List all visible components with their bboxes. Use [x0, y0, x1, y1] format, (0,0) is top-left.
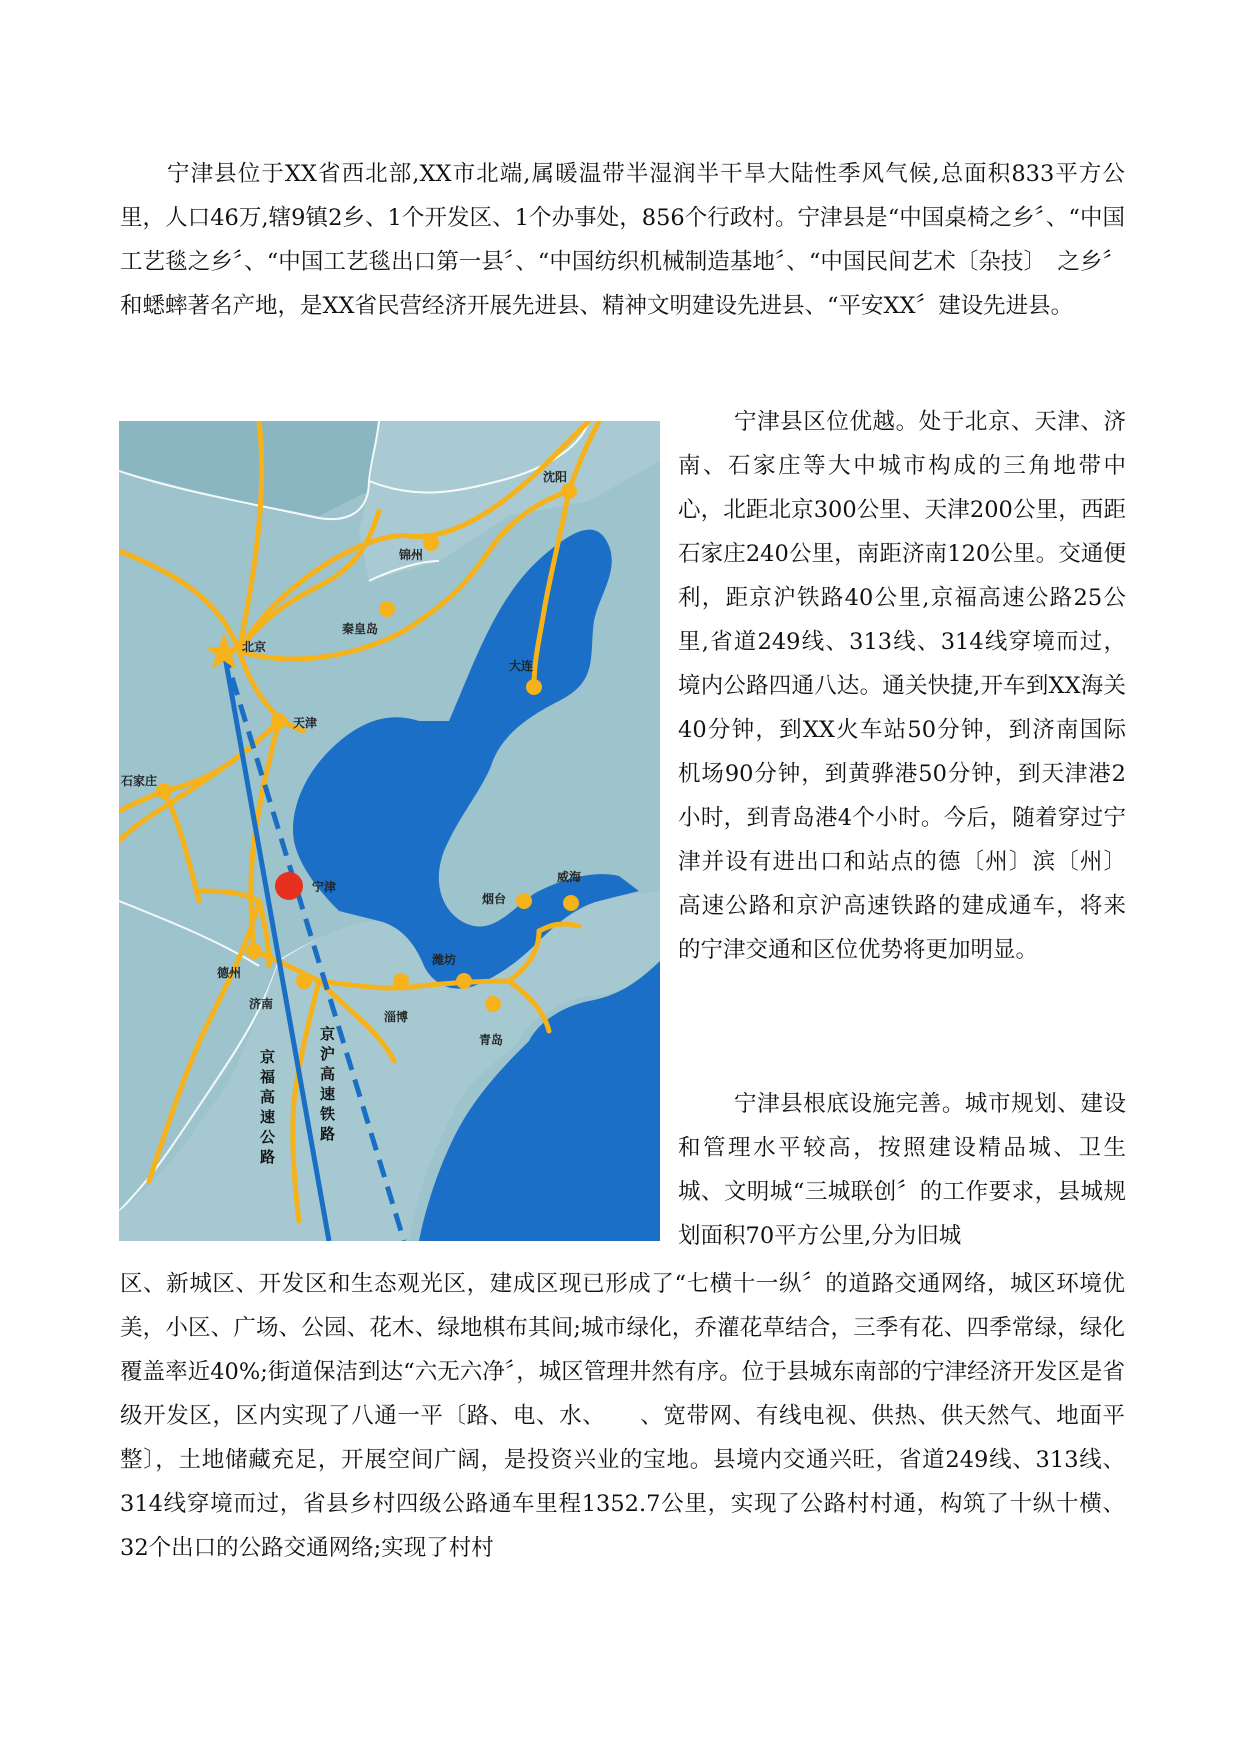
city-dot-weifang	[456, 973, 472, 989]
city-label-qinhuangdao: 秦皇岛	[342, 622, 379, 636]
city-label-weihai: 威海	[557, 870, 582, 884]
city-label-yantai: 烟台	[482, 892, 507, 906]
city-dot-zibo	[393, 973, 409, 989]
city-label-jinan: 济南	[249, 997, 274, 1011]
intro-paragraph: 宁津县位于XX省西北部,XX市北端,属暖温带半湿润半干旱大陆性季风气候,总面积833平方公里，人口46万,辖9镇2乡、1个开发区、1个办事处，856个行政村。宁津县是“中国桌椅之乡〞、“中国工艺毯之乡〞、“中国工艺毯出口第一县〞、“中国纺织机械制造基地〞、“中国民间艺术〔杂技〕 之乡〞和蟋蟀著名产地，是XX省民营经济开展先进县、精神文明建设先进县、“平安XX〞建设先进县。	[120, 161, 1125, 319]
city-label-beijing: 北京	[242, 640, 267, 654]
city-dot-qinhuangdao	[379, 601, 395, 617]
city-dot-shijiazhuang	[156, 783, 172, 799]
infrastructure-paragraph-start: 宁津县根底设施完善。城市规划、建设和管理水平较高，按照建设精品城、卫生城、文明城“三城联创〞的工作要求，县城规划面积70平方公里,分为旧城	[678, 1091, 1126, 1249]
route-label-jingfu: 京福高速公路	[258, 1049, 276, 1169]
ningjin-marker	[275, 872, 303, 900]
city-label-tianjin: 天津	[293, 716, 318, 730]
location-map	[119, 421, 660, 1241]
city-dot-shenyang	[561, 483, 577, 499]
city-label-ningjin: 宁津	[312, 880, 337, 894]
city-label-dalian: 大连	[509, 659, 534, 673]
city-dot-tianjin	[271, 713, 287, 729]
city-label-zibo: 淄博	[384, 1010, 409, 1024]
city-dot-jinan	[296, 973, 312, 989]
city-label-shijiazhuang: 石家庄	[121, 774, 158, 788]
city-label-weifang: 潍坊	[432, 953, 457, 967]
city-dot-weihai	[563, 895, 579, 911]
city-label-shenyang: 沈阳	[543, 470, 568, 484]
city-label-qingdao: 青岛	[479, 1033, 504, 1047]
city-label-jinzhou: 锦州	[399, 548, 424, 562]
city-dot-yantai	[516, 893, 532, 909]
city-dot-dalian	[526, 679, 542, 695]
infrastructure-paragraph-continued: 区、新城区、开发区和生态观光区，建成区现已形成了“七横十一纵〞的道路交通网络，城区环境优美，小区、广场、公园、花木、绿地棋布其间;城市绿化，乔灌花草结合，三季有花、四季常绿，绿化覆盖率近40%;街道保洁到达“六无六净〞，城区管理井然有序。位于县城东南部的宁津经济开发区是省级开发区，区内实现了八通一平〔路、电、水、 、宽带网、有线电视、供热、供天然气、地面平整〕，土地储藏充足，开展空间广阔，是投资兴业的宝地。县境内交通兴旺，省道249线、313线、314线穿境而过，省县乡村四级公路通车里程1352.7公里，实现了公路村村通，构筑了十纵十横、32个出口的公路交通网络;实现了村村	[120, 1271, 1125, 1561]
city-dot-qingdao	[485, 996, 501, 1012]
location-paragraph: 宁津县区位优越。处于北京、天津、济南、石家庄等大中城市构成的三角地带中心，北距北京300公里、天津200公里，西距石家庄240公里，南距济南120公里。交通便利，距京沪铁路40公里,京福高速公路25公里,省道249线、313线、314线穿境而过，境内公路四通八达。通关快捷,开车到XX海关40分钟，到XX火车站50分钟，到济南国际机场90分钟，到黄骅港50分钟，到天津港2小时，到青岛港4个小时。今后，随着穿过宁津并设有进出口和站点的德〔州〕滨〔州〕高速公路和京沪高速铁路的建成通车，将来的宁津交通和区位优势将更加明显。	[678, 409, 1126, 963]
route-label-jinghu: 京沪高速铁路	[318, 1026, 336, 1146]
city-label-dezhou: 德州	[217, 966, 242, 980]
city-dot-dezhou	[246, 943, 262, 959]
city-dot-jinzhou	[423, 535, 439, 551]
